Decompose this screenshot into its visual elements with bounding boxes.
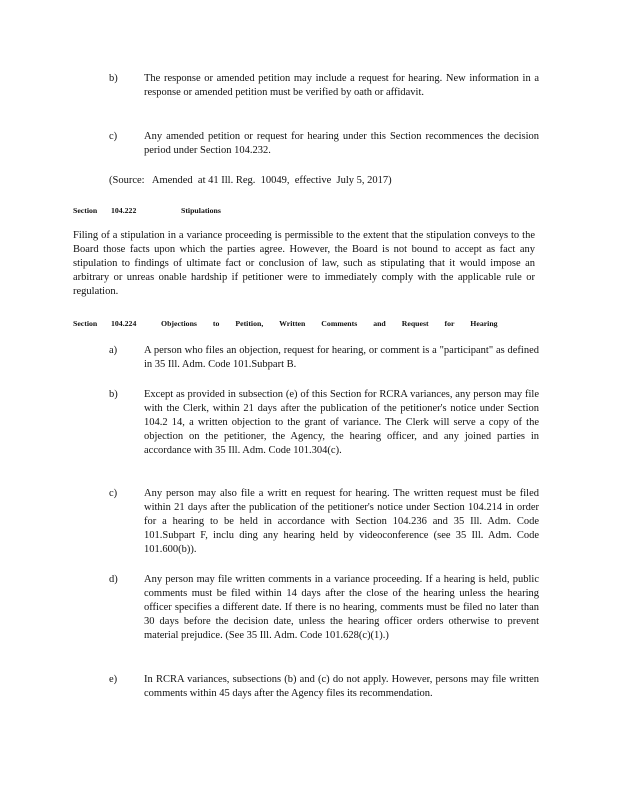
section-title: Objections to Petition, Written Comments and Request for Hearing bbox=[161, 319, 498, 328]
item-label: e) bbox=[109, 674, 118, 685]
item-label: d) bbox=[109, 574, 118, 585]
item-label: b) bbox=[109, 73, 118, 84]
item-text: A person who files an objection, request for hearing, or comment is a "participant" as defined in 35 Ill. Adm. Code 101.Subpart B. bbox=[144, 345, 539, 370]
item-label: b) bbox=[109, 389, 118, 400]
paragraph-stipulations: Filing of a stipulation in a variance proceeding is permissible to the extent that the stipulation conveys to the Board those facts upon which the parties agree. However, the Board is not bound to accept as fact any stipulation to findings of ultimate fact or conclusion of law, such as stipulating that it would impose an arbitrary or unreas onable hardship if petitioner were to immediately comply with the applicable rule or regulation. bbox=[73, 230, 535, 297]
item-text: The response or amended petition may include a request for hearing. New information in a response or amended petition must be verified by oath or affidavit. bbox=[144, 73, 539, 98]
item-label: c) bbox=[109, 488, 118, 499]
item-text: In RCRA variances, subsections (b) and (c) do not apply. However, persons may file written comments within 45 days after the Agency files its recommendation. bbox=[144, 674, 539, 699]
section-title: Stipulations bbox=[181, 206, 221, 215]
section-label: Section bbox=[73, 319, 98, 328]
section-number: 104.222 bbox=[111, 206, 137, 215]
item-text: Any amended petition or request for hearing under this Section recommences the decision period under Section 104.232. bbox=[144, 131, 539, 156]
section-number: 104.224 bbox=[111, 319, 137, 328]
item-text: Except as provided in subsection (e) of this Section for RCRA variances, any person may file with the Clerk, within 21 days after the publication of the petitioner's notice under Section 104.2 14, a written objection to the grant of variance. The Clerk will serve a copy of the objection on the petitioner, the Agency, the hearing officer, and any joined parties in accordance with 35 Ill. Adm. Code 101.304(c). bbox=[144, 389, 539, 456]
item-text: Any person may also file a writt en request for hearing. The written request must be filed within 21 days after the publication of the petitioner's notice under Section 104.214 in order for a hearing to be held in accordance with Section 104.236 and 35 Ill. Adm. Code 101.Subpart F, inclu ding any hearing held by videoconference (see 35 Ill. Adm. Code 101.600(b)). bbox=[144, 488, 539, 555]
item-label: a) bbox=[109, 345, 118, 356]
source-note: (Source: Amended at 41 Ill. Reg. 10049, effective July 5, 2017) bbox=[109, 175, 392, 186]
item-text: Any person may file written comments in a variance proceeding. If a hearing is held, public comments must be filed within 14 days after the close of the hearing unless the hearing officer specifies a different date. If there is no hearing, comments must be filed no later than 30 days before the decision date, unless the hearing officer orders otherwise to prevent material prejudice. (See 35 Ill. Adm. Code 101.628(c)(1).) bbox=[144, 574, 539, 641]
section-label: Section bbox=[73, 206, 98, 215]
item-label: c) bbox=[109, 131, 118, 142]
